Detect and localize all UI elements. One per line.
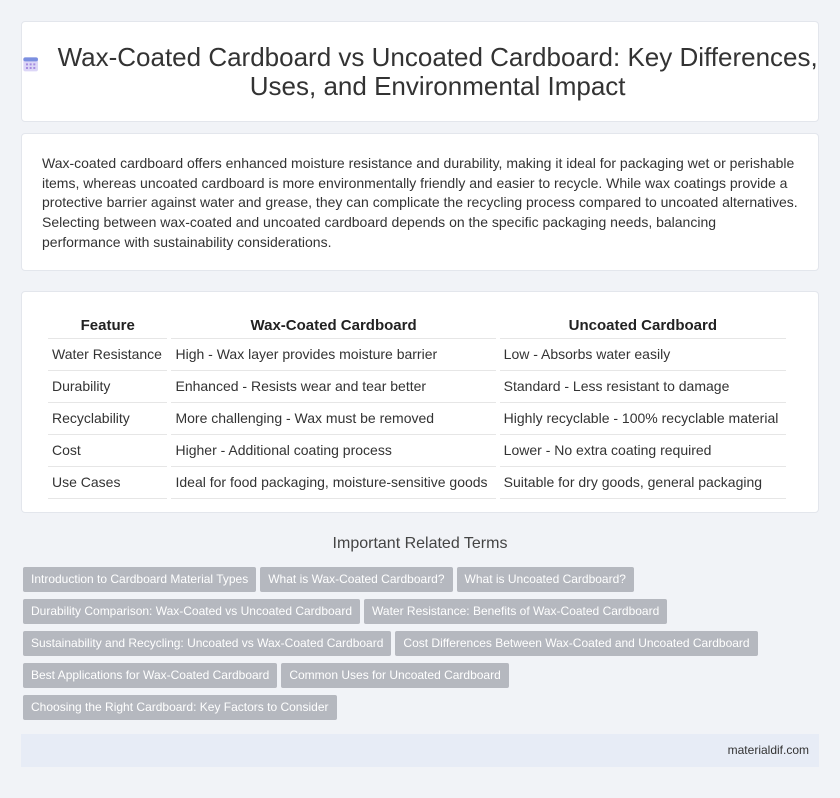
related-term-link[interactable]: Choosing the Right Cardboard: Key Factors to Consider (23, 695, 337, 720)
related-terms-list (23, 567, 813, 727)
table-cell: Durability (48, 370, 167, 402)
table-cell: Enhanced - Resists wear and tear better (171, 370, 495, 402)
table-header-row (48, 314, 786, 338)
table-row (48, 338, 786, 370)
table-cell: Standard - Less resistant to damage (500, 370, 786, 402)
table-cell: Cost (48, 434, 167, 466)
table-row (48, 434, 786, 466)
related-term-link[interactable]: Common Uses for Uncoated Cardboard (281, 663, 508, 688)
table-cell: More challenging - Wax must be removed (171, 402, 495, 434)
related-term-link[interactable]: Introduction to Cardboard Material Types (23, 567, 256, 592)
related-term-link[interactable]: Sustainability and Recycling: Uncoated vs Wax-Coated Cardboard (23, 631, 391, 656)
table-row (48, 370, 786, 402)
footer-site-link[interactable]: materialdif.com (727, 743, 809, 757)
column-header-wax-coated: Wax-Coated Cardboard (250, 317, 417, 334)
related-term-link[interactable]: Cost Differences Between Wax-Coated and Uncoated Cardboard (395, 631, 757, 656)
comparison-table-card (21, 291, 819, 513)
related-term-link[interactable]: What is Uncoated Cardboard? (457, 567, 634, 592)
related-term-link[interactable]: Durability Comparison: Wax-Coated vs Uncoated Cardboard (23, 599, 360, 624)
table-row (48, 466, 786, 499)
table-cell: Recyclability (48, 402, 167, 434)
table-cell: Lower - No extra coating required (500, 434, 786, 466)
intro-card (21, 133, 819, 271)
column-header-uncoated: Uncoated Cardboard (568, 317, 718, 334)
table-cell: Use Cases (48, 466, 167, 499)
table-cell: Ideal for food packaging, moisture-sensitive goods (171, 466, 495, 499)
intro-paragraph: Wax-coated cardboard offers enhanced moisture resistance and durability, making it ideal for packaging wet or perishable items, whereas uncoated cardboard is more environmentally friendly and easier to recycle. While wax coatings provide a protective barrier against water and grease, they can complicate the recycling process compared to uncoated alternatives. Selecting between wax-coated and uncoated cardboard depends on the specific packaging needs, balancing performance with sustainability considerations. (42, 155, 798, 250)
related-terms-heading: Important Related Terms (332, 535, 508, 552)
table-cell: Low - Absorbs water easily (500, 338, 786, 370)
related-term-link[interactable]: Best Applications for Wax-Coated Cardboard (23, 663, 277, 688)
table-row (48, 402, 786, 434)
related-term-link[interactable]: Water Resistance: Benefits of Wax-Coated Cardboard (364, 599, 667, 624)
table-cell: High - Wax layer provides moisture barrier (171, 338, 495, 370)
comparison-table (44, 314, 790, 499)
table-cell: Suitable for dry goods, general packaging (500, 466, 786, 499)
column-header-feature: Feature (80, 317, 135, 334)
table-cell: Higher - Additional coating process (171, 434, 495, 466)
page-title: Wax-Coated Cardboard vs Uncoated Cardboard: Key Differences, Uses, and Environmental Impact (57, 41, 818, 101)
header-card (21, 21, 819, 122)
calendar-grid-icon (22, 51, 39, 77)
table-cell: Highly recyclable - 100% recyclable material (500, 402, 786, 434)
related-term-link[interactable]: What is Wax-Coated Cardboard? (260, 567, 452, 592)
footer (21, 734, 819, 767)
table-cell: Water Resistance (48, 338, 167, 370)
